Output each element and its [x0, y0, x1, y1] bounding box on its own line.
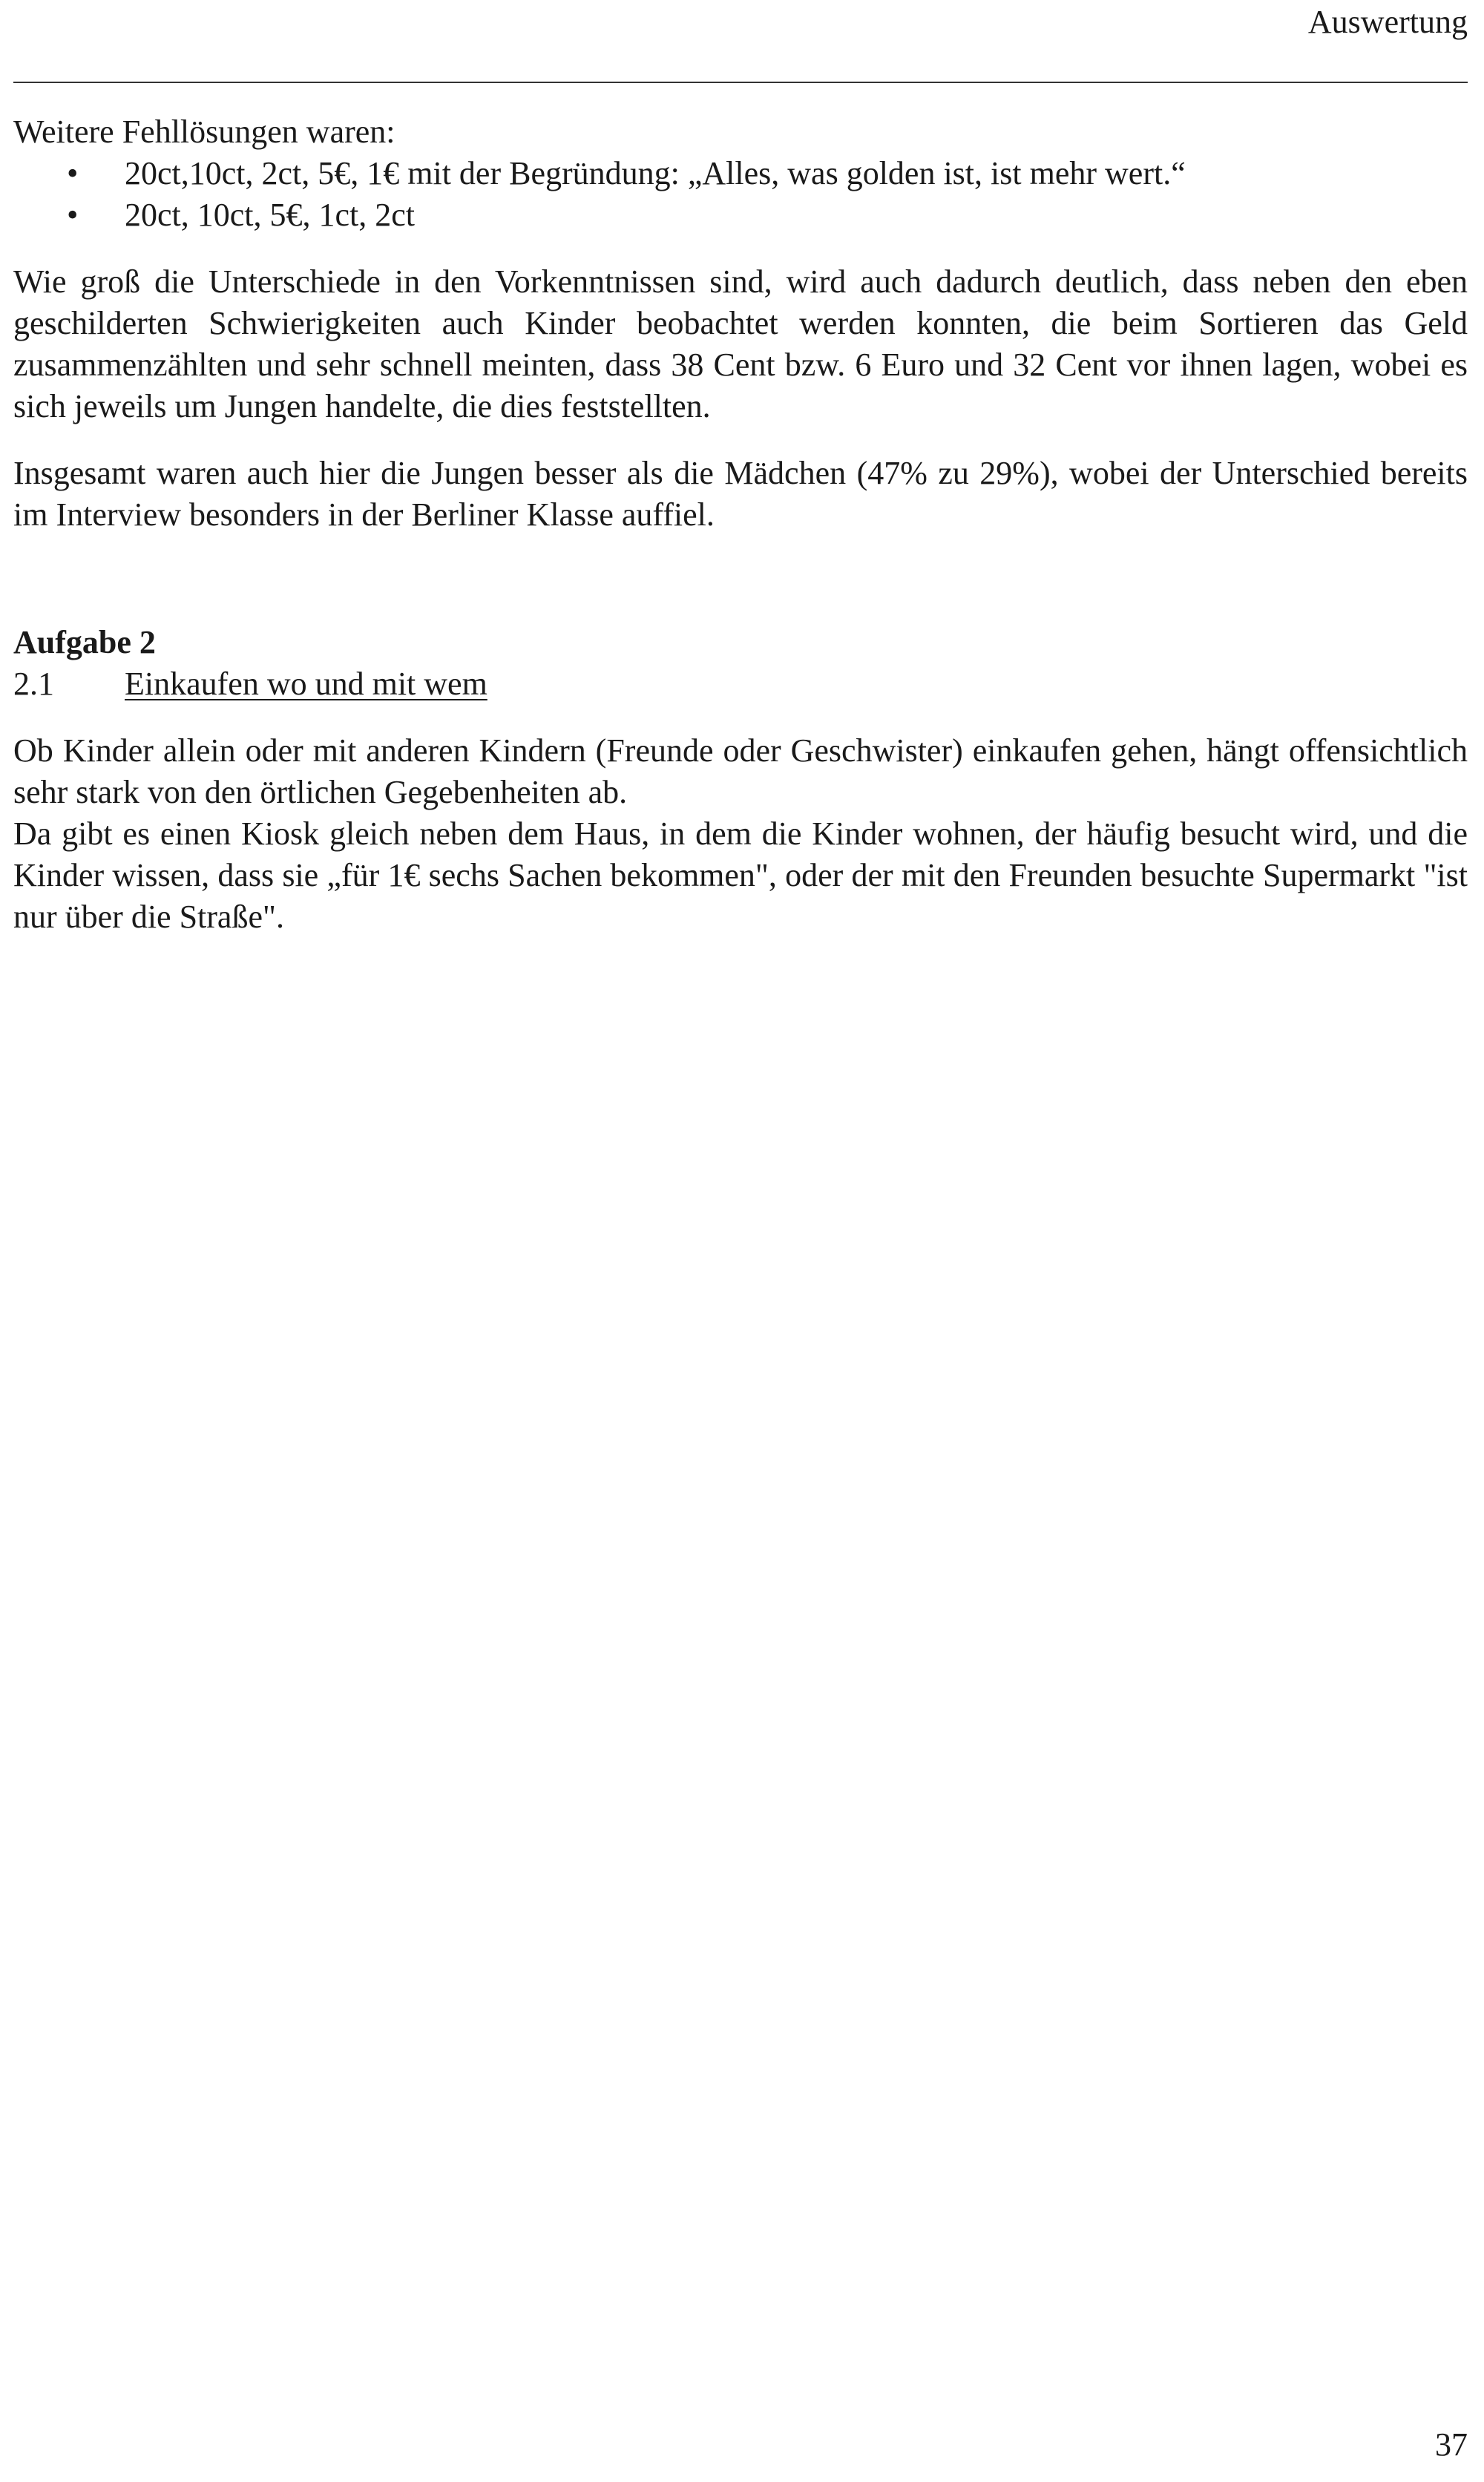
- paragraph-boys-girls: Insgesamt waren auch hier die Jungen besser als die Mädchen (47% zu 29%), wobei der Unterschied bereits im Interview besonders in der Berliner Klasse auffiel.: [13, 455, 1468, 533]
- running-header: Auswertung: [1307, 4, 1468, 40]
- list-item: [13, 153, 1468, 194]
- paragraph-shopping-2: Da gibt es einen Kiosk gleich neben dem Haus, in dem die Kinder wohnen, der häufig besucht wird, und die Kinder wissen, dass sie „für 1€ sechs Sachen bekommen", oder der mit den Freunden besuchte Supermarkt "ist nur über die Straße".: [13, 815, 1468, 935]
- subsection-number: 2.1: [13, 666, 54, 702]
- section-heading: Aufgabe 2: [13, 624, 156, 660]
- page-body: [13, 111, 1468, 938]
- section-spacer: [13, 536, 1468, 622]
- intro-line: Weitere Fehllösungen waren:: [13, 114, 395, 150]
- list-item-text: 20ct,10ct, 2ct, 5€, 1€ mit der Begründung: „Alles, was golden ist, ist mehr wert.“: [125, 155, 1186, 191]
- paragraph-differences: Wie groß die Unterschiede in den Vorkenntnissen sind, wird auch dadurch deutlich, dass neben den eben geschilderten Schwierigkeiten auch Kinder beobachtet werden konnten, die beim Sortieren das Geld zusammenzählten und sehr schnell meinten, dass 38 Cent bzw. 6 Euro und 32 Cent vor ihnen lagen, wobei es sich jeweils um Jungen handelte, die dies feststellten.: [13, 263, 1468, 424]
- page-number: 37: [1435, 2426, 1468, 2463]
- list-item-text: 20ct, 10ct, 5€, 1ct, 2ct: [125, 197, 416, 233]
- subsection-heading: [13, 663, 1468, 705]
- bullet-icon: •: [67, 155, 79, 191]
- bullet-icon: •: [67, 197, 79, 233]
- header-rule: [13, 82, 1468, 83]
- bullet-list: [13, 153, 1468, 236]
- subsection-title: Einkaufen wo und mit wem: [125, 666, 487, 702]
- paragraph-shopping-1: Ob Kinder allein oder mit anderen Kindern (Freunde oder Geschwister) einkaufen gehen, hängt offensichtlich sehr stark von den örtlichen Gegebenheiten ab.: [13, 732, 1468, 810]
- subsection-heading-text: [13, 666, 487, 702]
- list-item: [13, 194, 1468, 236]
